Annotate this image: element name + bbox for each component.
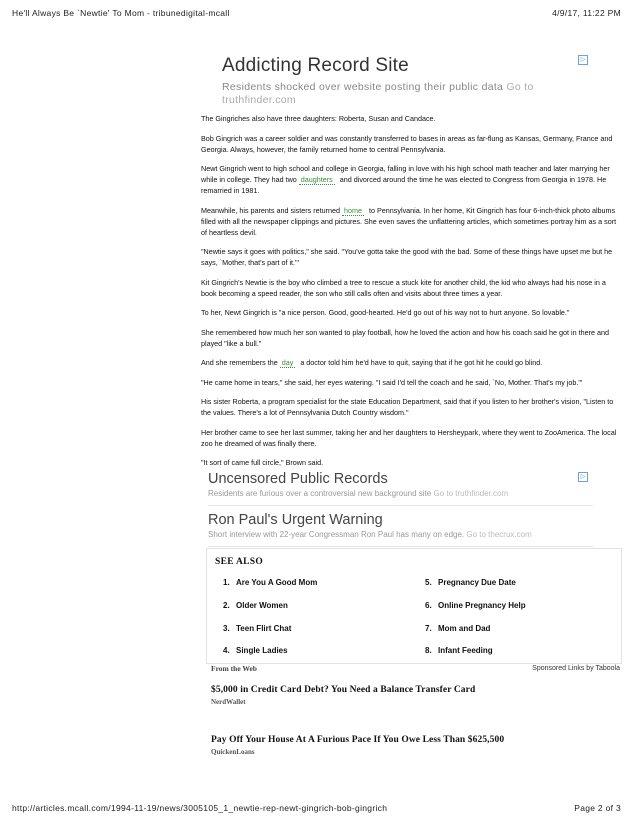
item-label[interactable]: Single Ladies (236, 646, 288, 655)
ad-link[interactable]: Go to truthfinder.com (222, 81, 534, 106)
item-number: 6. (425, 601, 432, 610)
paragraph: To her, Newt Gingrich is "a nice person. Good, good-hearted. He'd go out of his way not to hurt anyone. So lovable." (201, 308, 570, 317)
sponsored-label[interactable]: Sponsored Links by Taboola (532, 665, 620, 672)
paragraph: She remembered how much her son wanted to play football, how he loved the action and how his coach said he got in there and played "like a bull." (201, 327, 609, 348)
see-also-box (206, 548, 622, 664)
item-number: 8. (425, 646, 432, 655)
see-also-link[interactable] (223, 601, 288, 610)
ad-desc-text: Short interview with 22-year Congressman Ron Paul has many on edge. (208, 530, 465, 539)
paragraph-text: Meanwhile, his parents and sisters returned (201, 205, 341, 215)
ad-title[interactable]: Uncensored Public Records (208, 471, 388, 487)
adchoices-icon[interactable]: ▷ (578, 55, 588, 65)
item-label[interactable]: Infant Feeding (438, 646, 493, 655)
ad-description (222, 81, 552, 107)
paragraph (201, 205, 621, 238)
see-also-link[interactable] (425, 624, 490, 633)
paragraph: "He came home in tears," she said, her eyes watering. "I said I'd tell the coach and he said, `No, Mother. That's my job.'" (201, 377, 583, 387)
see-also-link[interactable] (425, 646, 493, 655)
item-label[interactable]: Mom and Dad (438, 624, 491, 633)
sponsored-title[interactable]: $5,000 in Credit Card Debt? You Need a Balance Transfer Card (211, 685, 476, 695)
item-number: 2. (223, 601, 230, 610)
see-also-heading: SEE ALSO (215, 557, 264, 567)
sponsored-link[interactable] (211, 685, 475, 706)
ad-banner-top[interactable] (222, 54, 592, 107)
inline-link-home[interactable]: home (344, 205, 363, 215)
paragraph: "It sort of came full circle," Brown said. (201, 458, 324, 467)
see-also-link[interactable] (425, 578, 516, 587)
adchoices-icon[interactable]: ▷ (578, 472, 588, 482)
paragraph (201, 163, 621, 196)
paragraph-text: And she remembers the (201, 358, 278, 367)
item-label[interactable]: Older Women (236, 601, 288, 610)
ad-item[interactable] (208, 470, 593, 506)
inline-link-daughters[interactable]: daughters (300, 175, 333, 184)
item-number: 4. (223, 646, 230, 655)
ad-link[interactable]: Go to thecrux.com (466, 530, 532, 539)
page-url[interactable]: http://articles.mcall.com/1994-11-19/news/3005105_1_newtie-rep-newt-gingrich-bob-gingrich (12, 803, 388, 813)
see-also-link[interactable] (223, 624, 291, 633)
paragraph: Kit Gingrich's Newtie is the boy who climbed a tree to rescue a stuck kite for another child, the kid who always had his nose in a book becoming a speed reader, the son who still calls often and visits about three times a year. (201, 277, 606, 298)
item-number: 7. (425, 624, 432, 633)
page-number: Page 2 of 3 (574, 803, 621, 813)
paragraph: Her brother came to see her last summer, taking her and her daughters to Hersheypark, where they went to ZooAmerica. The local zoo he dreamed of was finally there. (201, 427, 617, 448)
item-label[interactable]: Are You A Good Mom (236, 578, 318, 587)
from-the-web-label: From the Web (211, 664, 257, 673)
print-datetime: 4/9/17, 11:22 PM (552, 8, 621, 18)
paragraph-text: to Pennsylvania. In her home, Kit Gingrich has four 6-inch-thick photo albums filled with all the newspaper clippings and pictures. She even saves the unflattering articles, which sometimes portray him as a sort of heartless devil. (201, 205, 617, 237)
see-also-link[interactable] (223, 646, 288, 655)
page-title: He'll Always Be `Newtie' To Mom - tribunedigital-mcall (12, 8, 230, 18)
sponsored-title[interactable]: Pay Off Your House At A Furious Pace If You Owe Less Than $625,500 (211, 735, 505, 745)
paragraph: His sister Roberta, a program specialist for the state Education Department, said that if you listen to her brother's vision, "Listen to the values. There's a lot of Pennsylvania Dutch Country wisdom." (201, 397, 614, 417)
paragraph-text: and divorced around the time he was elected to Congress from Georgia in 1978. He remarried in 1981. (201, 175, 607, 195)
see-also-link[interactable] (425, 601, 526, 610)
inline-link-day[interactable]: day (281, 358, 294, 367)
paragraph: The Gingriches also have three daughters: Roberta, Susan and Candace. (201, 114, 436, 123)
paragraph-text: a doctor told him he'd have to quit, saying that if he got hit he could go blind. (300, 358, 543, 367)
ad-block-mid (208, 470, 593, 552)
ad-description (208, 488, 593, 500)
sponsored-link[interactable] (211, 735, 504, 756)
item-label[interactable]: Teen Flirt Chat (236, 624, 292, 633)
paragraph: Bob Gingrich was a career soldier and was constantly transferred to bases in areas as far-flung as Kansas, Germany, France and Georgia. Always, however, the family returned home to central Pennsylvania. (201, 133, 613, 154)
item-number: 3. (223, 624, 230, 633)
ad-title[interactable]: Ron Paul's Urgent Warning (208, 512, 383, 528)
item-number: 5. (425, 578, 432, 587)
paragraph: "Newtie says it goes with politics," she said. "You've gotta take the good with the bad. Some of these things have upset me but he says, `Mother, that's part of it.'" (201, 247, 613, 267)
ad-desc-text: Residents are furious over a controversial new background site (208, 489, 432, 498)
see-also-link[interactable] (223, 578, 317, 587)
ad-link[interactable]: Go to truthfinder.com (433, 489, 509, 498)
paragraph-text: Newt Gingrich went to high school and college in Georgia, falling in love with his high school math teacher and later marrying her while in college. They had two (201, 164, 610, 184)
ad-description (208, 529, 593, 541)
item-label[interactable]: Online Pregnancy Help (438, 601, 526, 610)
ad-title[interactable]: Addicting Record Site (222, 55, 409, 76)
paragraph (201, 357, 621, 368)
ad-item[interactable] (208, 511, 593, 547)
sponsored-source: NerdWallet (211, 698, 246, 706)
item-label[interactable]: Pregnancy Due Date (438, 578, 516, 587)
item-number: 1. (223, 578, 230, 587)
article-body (201, 113, 621, 477)
sponsored-source: QuickenLoans (211, 748, 255, 756)
ad-desc-text: Residents shocked over website posting their public data (222, 81, 504, 93)
